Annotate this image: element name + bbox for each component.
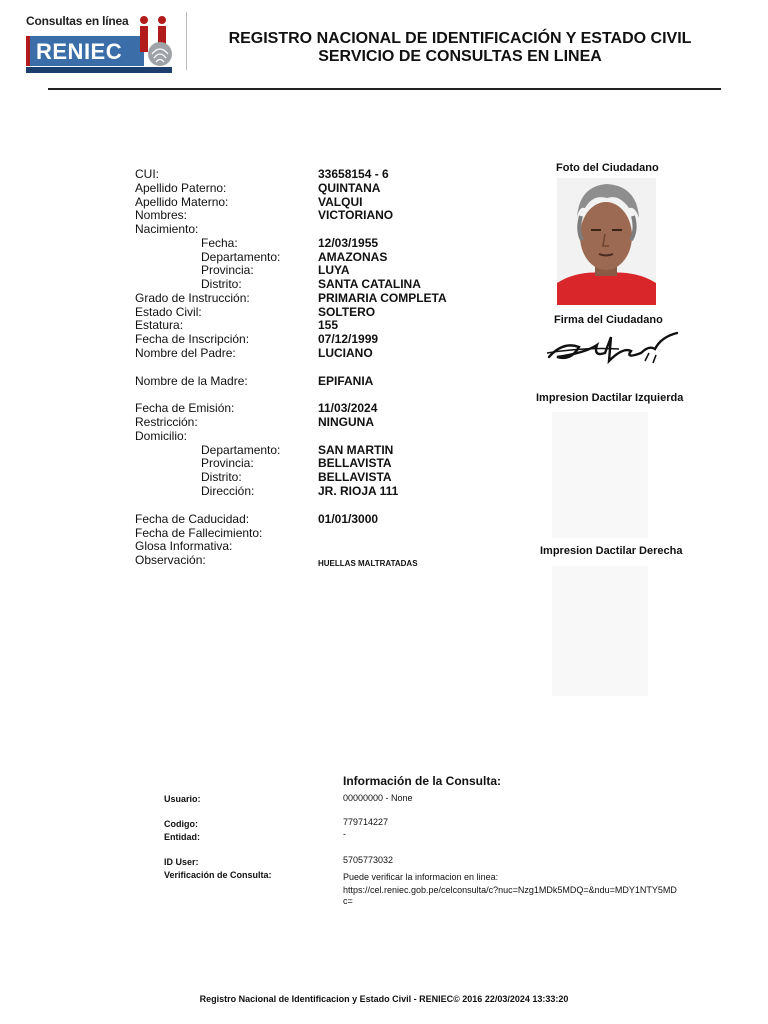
nacimiento-departamento-label: Departamento: <box>201 250 281 264</box>
apellido-materno-label: Apellido Materno: <box>135 195 229 209</box>
domicilio-distrito-label: Distrito: <box>201 470 242 484</box>
huella-derecha-caption: Impresion Dactilar Derecha <box>540 545 683 557</box>
apellido-paterno-label: Apellido Paterno: <box>135 181 227 195</box>
reniec-logo <box>26 14 172 72</box>
page-footer: Registro Nacional de Identificacion y Estado Civil - RENIEC© 2016 22/03/2024 13:33:20 <box>199 994 569 1004</box>
cui-value: 33658154 - 6 <box>318 167 389 181</box>
fecha-fallecimiento-label: Fecha de Fallecimiento: <box>135 526 263 540</box>
estatura-label: Estatura: <box>135 318 184 332</box>
grado-instruccion-label: Grado de Instrucción: <box>135 291 250 305</box>
id-user-label: ID User: <box>164 857 199 867</box>
observacion-value: HUELLAS MALTRATADAS <box>318 559 418 568</box>
nacimiento-provincia-label: Provincia: <box>201 263 254 277</box>
entidad-label: Entidad: <box>164 832 200 842</box>
domicilio-departamento-label: Departamento: <box>201 443 281 457</box>
restriccion-value: NINGUNA <box>318 415 374 429</box>
observacion-label: Observación: <box>135 553 206 567</box>
nombre-madre-value: EPIFANIA <box>318 374 374 388</box>
cui-label: CUI: <box>135 167 159 181</box>
estado-civil-label: Estado Civil: <box>135 305 202 319</box>
domicilio-departamento-value: SAN MARTIN <box>318 443 394 457</box>
nacimiento-label: Nacimiento: <box>135 222 199 236</box>
usuario-label: Usuario: <box>164 794 201 804</box>
logo-tagline: Consultas en línea <box>26 14 129 28</box>
domicilio-direccion-label: Dirección: <box>201 484 255 498</box>
nacimiento-provincia-value: LUYA <box>318 263 350 277</box>
domicilio-direccion-value: JR. RIOJA 111 <box>318 484 399 498</box>
header-rule <box>48 88 721 90</box>
nacimiento-distrito-label: Distrito: <box>201 277 242 291</box>
nacimiento-distrito-value: SANTA CATALINA <box>318 277 421 291</box>
nombre-madre-label: Nombre de la Madre: <box>135 374 248 388</box>
verificacion-url-end[interactable]: c= <box>343 896 353 906</box>
fecha-caducidad-label: Fecha de Caducidad: <box>135 512 250 526</box>
codigo-value: 779714227 <box>343 817 389 827</box>
reniec-emblem-icon <box>134 14 174 68</box>
citizen-signature <box>545 327 685 373</box>
consulta-title: Información de la Consulta: <box>343 774 502 788</box>
apellido-paterno-value: QUINTANA <box>318 181 381 195</box>
verificacion-label: Verificación de Consulta: <box>164 870 272 880</box>
nacimiento-fecha-value: 12/03/1955 <box>318 236 379 250</box>
header-divider <box>186 12 187 70</box>
logo-wordmark <box>26 36 144 66</box>
huella-izquierda-caption: Impresion Dactilar Izquierda <box>536 392 684 404</box>
fecha-inscripcion-value: 07/12/1999 <box>318 332 379 346</box>
huella-izquierda-image <box>552 412 648 538</box>
nacimiento-fecha-label: Fecha: <box>201 236 238 250</box>
fecha-caducidad-value: 01/01/3000 <box>318 512 379 526</box>
nombre-padre-label: Nombre del Padre: <box>135 346 236 360</box>
nombre-padre-value: LUCIANO <box>318 346 373 360</box>
foto-caption: Foto del Ciudadano <box>556 162 659 174</box>
apellido-materno-value: VALQUI <box>318 195 363 209</box>
estatura-value: 155 <box>318 318 339 332</box>
restriccion-label: Restricción: <box>135 415 198 429</box>
grado-instruccion-value: PRIMARIA COMPLETA <box>318 291 447 305</box>
entidad-value: - <box>343 829 346 839</box>
domicilio-provincia-label: Provincia: <box>201 456 254 470</box>
fecha-emision-value: 11/03/2024 <box>318 401 378 415</box>
nombres-value: VICTORIANO <box>318 208 394 222</box>
verificacion-text: Puede verificar la informacion en linea: <box>343 872 499 882</box>
title-line-1: REGISTRO NACIONAL DE IDENTIFICACIÓN Y ESTADO CIVIL <box>228 30 692 47</box>
id-user-value: 5705773032 <box>343 855 394 865</box>
nombres-label: Nombres: <box>135 208 188 222</box>
glosa-informativa-label: Glosa Informativa: <box>135 539 233 553</box>
huella-derecha-image <box>552 566 648 696</box>
fecha-emision-label: Fecha de Emisión: <box>135 401 235 415</box>
citizen-photo <box>557 178 656 305</box>
domicilio-label: Domicilio: <box>135 429 188 443</box>
estado-civil-value: SOLTERO <box>318 305 376 319</box>
codigo-label: Codigo: <box>164 819 198 829</box>
domicilio-provincia-value: BELLAVISTA <box>318 456 392 470</box>
page-header <box>0 0 768 92</box>
nacimiento-departamento-value: AMAZONAS <box>318 250 388 264</box>
fecha-inscripcion-label: Fecha de Inscripción: <box>135 332 250 346</box>
page-title <box>200 30 720 66</box>
usuario-value: 00000000 - None <box>343 793 413 803</box>
verificacion-url[interactable]: https://cel.reniec.gob.pe/celconsulta/c?nuc=Nzg1MDk5MDQ=&ndu=MDY1NTY5MD <box>343 885 677 895</box>
title-line-2: SERVICIO DE CONSULTAS EN LINEA <box>318 48 602 65</box>
firma-caption: Firma del Ciudadano <box>554 314 663 326</box>
domicilio-distrito-value: BELLAVISTA <box>318 470 392 484</box>
logo-name: RENIEC <box>36 39 123 64</box>
